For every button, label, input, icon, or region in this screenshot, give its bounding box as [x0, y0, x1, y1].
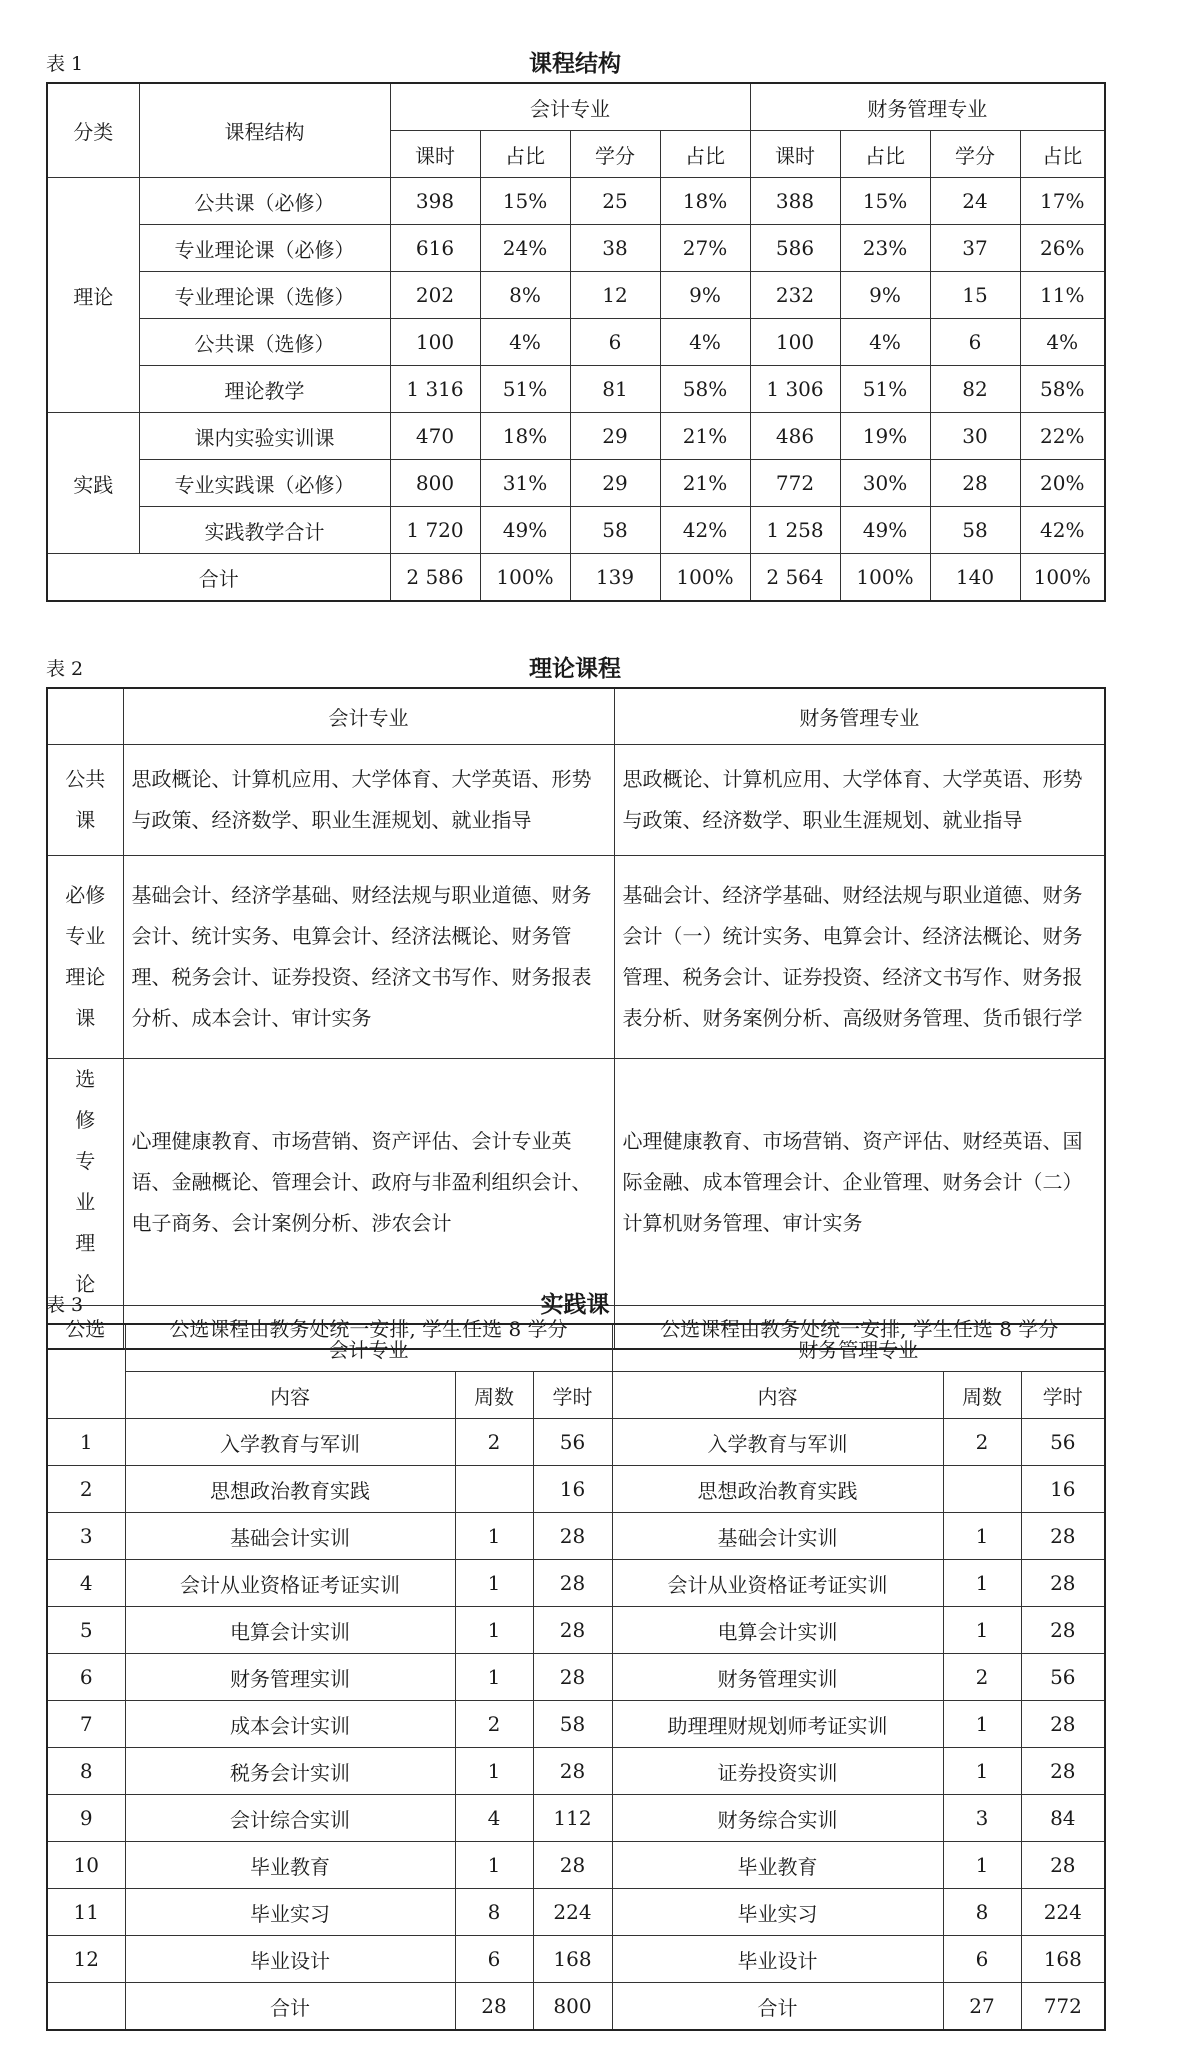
category-cell: 公共课	[47, 745, 123, 856]
value-cell: 20%	[1020, 460, 1105, 507]
accounting-hours: 28	[533, 1654, 612, 1701]
value-cell: 27%	[660, 225, 750, 272]
finance-weeks: 1	[943, 1513, 1021, 1560]
table2-header-accounting: 会计专业	[123, 688, 614, 745]
finance-content: 毕业教育	[612, 1842, 943, 1889]
category-cell: 理论	[47, 178, 139, 413]
value-cell: 11%	[1020, 272, 1105, 319]
table1-caption	[46, 42, 1104, 82]
value-cell: 29	[570, 460, 660, 507]
table3-title: 实践课	[540, 1292, 610, 1318]
table-row	[47, 1889, 1105, 1936]
row-number: 10	[47, 1842, 125, 1889]
table-row	[47, 1748, 1105, 1795]
value-cell: 800	[390, 460, 480, 507]
value-cell: 1 720	[390, 507, 480, 554]
finance-weeks: 1	[943, 1748, 1021, 1795]
practice-courses-table	[46, 1323, 1106, 2031]
accounting-weeks: 1	[455, 1513, 533, 1560]
table3-label: 表 3	[46, 1294, 84, 1316]
total-label: 合计	[125, 1983, 455, 2031]
total-value: 2 564	[750, 554, 840, 602]
table3-subheader-row	[47, 1372, 1105, 1419]
finance-weeks: 1	[943, 1607, 1021, 1654]
value-cell: 15%	[480, 178, 570, 225]
finance-content: 思想政治教育实践	[612, 1466, 943, 1513]
finance-weeks: 1	[943, 1701, 1021, 1748]
value-cell: 12	[570, 272, 660, 319]
finance-weeks: 2	[943, 1654, 1021, 1701]
table1-header-row	[47, 83, 1105, 131]
accounting-courses: 基础会计、经济学基础、财经法规与职业道德、财务会计、统计实务、电算会计、经济法概论、财务管理、税务会计、证券投资、经济文书写作、财务报表分析、成本会计、审计实务	[123, 856, 614, 1059]
table3-header-finance: 财务管理专业	[612, 1324, 1105, 1372]
accounting-weeks: 1	[455, 1842, 533, 1889]
finance-courses: 思政概论、计算机应用、大学体育、大学英语、形势与政策、经济数学、职业生涯规划、就业指导	[614, 745, 1105, 856]
table-row	[47, 366, 1105, 413]
finance-hours: 28	[1021, 1607, 1105, 1654]
finance-weeks: 1	[943, 1842, 1021, 1889]
value-cell: 30%	[840, 460, 930, 507]
value-cell: 25	[570, 178, 660, 225]
table2-header-row	[47, 688, 1105, 745]
table-row	[47, 460, 1105, 507]
value-cell: 100	[390, 319, 480, 366]
value-cell: 29	[570, 413, 660, 460]
column-header: 学分	[930, 131, 1020, 178]
value-cell: 49%	[480, 507, 570, 554]
value-cell: 486	[750, 413, 840, 460]
total-finance-weeks: 27	[943, 1983, 1021, 2031]
finance-hours: 28	[1021, 1701, 1105, 1748]
accounting-content: 财务管理实训	[125, 1654, 455, 1701]
row-number: 9	[47, 1795, 125, 1842]
value-cell: 232	[750, 272, 840, 319]
value-cell: 30	[930, 413, 1020, 460]
column-header: 学分	[570, 131, 660, 178]
column-header: 课时	[390, 131, 480, 178]
value-cell: 9%	[660, 272, 750, 319]
accounting-hours: 56	[533, 1419, 612, 1466]
accounting-hours: 28	[533, 1560, 612, 1607]
table2-row-elective	[47, 1059, 1105, 1306]
table2-caption	[46, 647, 1104, 687]
accounting-content: 毕业设计	[125, 1936, 455, 1983]
table1-label: 表 1	[46, 53, 84, 75]
table-row	[47, 1795, 1105, 1842]
table1-body	[47, 178, 1105, 554]
finance-hours: 56	[1021, 1654, 1105, 1701]
header-content: 内容	[612, 1372, 943, 1419]
header-weeks: 周数	[455, 1372, 533, 1419]
value-cell: 4%	[1020, 319, 1105, 366]
course-structure-name: 公共课（必修）	[139, 178, 390, 225]
total-finance-hours: 772	[1021, 1983, 1105, 2031]
row-number: 7	[47, 1701, 125, 1748]
accounting-courses: 公选课程由教务处统一安排, 学生任选 8 学分	[123, 1306, 614, 1350]
course-structure-name: 专业理论课（选修）	[139, 272, 390, 319]
table-row	[47, 1607, 1105, 1654]
course-structure-name: 实践教学合计	[139, 507, 390, 554]
finance-courses: 公选课程由教务处统一安排, 学生任选 8 学分	[614, 1306, 1105, 1350]
accounting-hours: 16	[533, 1466, 612, 1513]
value-cell: 58%	[660, 366, 750, 413]
accounting-weeks: 8	[455, 1889, 533, 1936]
finance-content: 入学教育与军训	[612, 1419, 943, 1466]
table1-total-row	[47, 554, 1105, 602]
value-cell: 21%	[660, 413, 750, 460]
accounting-hours: 28	[533, 1842, 612, 1889]
total-value: 100%	[840, 554, 930, 602]
accounting-content: 毕业实习	[125, 1889, 455, 1936]
finance-weeks: 8	[943, 1889, 1021, 1936]
finance-hours: 16	[1021, 1466, 1105, 1513]
value-cell: 42%	[660, 507, 750, 554]
total-blank	[47, 1983, 125, 2031]
value-cell: 6	[930, 319, 1020, 366]
table-row	[47, 319, 1105, 366]
theory-courses-table	[46, 687, 1106, 1350]
value-cell: 24%	[480, 225, 570, 272]
value-cell: 31%	[480, 460, 570, 507]
accounting-hours: 168	[533, 1936, 612, 1983]
column-header: 占比	[660, 131, 750, 178]
finance-content: 毕业设计	[612, 1936, 943, 1983]
finance-hours: 168	[1021, 1936, 1105, 1983]
table-row	[47, 225, 1105, 272]
finance-weeks: 2	[943, 1419, 1021, 1466]
column-header: 课时	[750, 131, 840, 178]
header-hours: 学时	[533, 1372, 612, 1419]
value-cell: 37	[930, 225, 1020, 272]
accounting-content: 成本会计实训	[125, 1701, 455, 1748]
table2-header-finance: 财务管理专业	[614, 688, 1105, 745]
accounting-weeks: 1	[455, 1560, 533, 1607]
accounting-content: 思想政治教育实践	[125, 1466, 455, 1513]
accounting-hours: 28	[533, 1513, 612, 1560]
course-structure-name: 公共课（选修）	[139, 319, 390, 366]
total-value: 139	[570, 554, 660, 602]
finance-content: 会计从业资格证考证实训	[612, 1560, 943, 1607]
value-cell: 21%	[660, 460, 750, 507]
value-cell: 58	[570, 507, 660, 554]
finance-courses: 基础会计、经济学基础、财经法规与职业道德、财务会计（一）统计实务、电算会计、经济法概论、财务管理、税务会计、证券投资、经济文书写作、财务报表分析、财务案例分析、高级财务管理、货币银行学	[614, 856, 1105, 1059]
row-number: 5	[47, 1607, 125, 1654]
table-row	[47, 1936, 1105, 1983]
value-cell: 58	[930, 507, 1020, 554]
value-cell: 9%	[840, 272, 930, 319]
value-cell: 26%	[1020, 225, 1105, 272]
value-cell: 15	[930, 272, 1020, 319]
finance-hours: 56	[1021, 1419, 1105, 1466]
value-cell: 17%	[1020, 178, 1105, 225]
value-cell: 18%	[480, 413, 570, 460]
table3-header-blank	[47, 1324, 125, 1419]
table2-block	[46, 647, 1104, 1350]
finance-hours: 28	[1021, 1513, 1105, 1560]
accounting-content: 会计综合实训	[125, 1795, 455, 1842]
value-cell: 1 316	[390, 366, 480, 413]
value-cell: 49%	[840, 507, 930, 554]
accounting-content: 基础会计实训	[125, 1513, 455, 1560]
table3-caption	[46, 1283, 1104, 1323]
course-structure-name: 课内实验实训课	[139, 413, 390, 460]
table2-row-required	[47, 856, 1105, 1059]
finance-hours: 84	[1021, 1795, 1105, 1842]
value-cell: 28	[930, 460, 1020, 507]
finance-hours: 28	[1021, 1748, 1105, 1795]
value-cell: 51%	[840, 366, 930, 413]
header-category: 分类	[47, 83, 139, 178]
value-cell: 4%	[480, 319, 570, 366]
row-number: 12	[47, 1936, 125, 1983]
finance-weeks: 6	[943, 1936, 1021, 1983]
finance-hours: 28	[1021, 1560, 1105, 1607]
accounting-content: 会计从业资格证考证实训	[125, 1560, 455, 1607]
table-row	[47, 507, 1105, 554]
value-cell: 22%	[1020, 413, 1105, 460]
table1-block	[46, 42, 1104, 602]
table2-header-blank	[47, 688, 123, 745]
finance-content: 助理理财规划师考证实训	[612, 1701, 943, 1748]
course-structure-name: 专业理论课（必修）	[139, 225, 390, 272]
category-cell: 必修专业理论课	[47, 856, 123, 1059]
course-structure-name: 理论教学	[139, 366, 390, 413]
value-cell: 24	[930, 178, 1020, 225]
value-cell: 470	[390, 413, 480, 460]
table-row	[47, 272, 1105, 319]
total-value: 140	[930, 554, 1020, 602]
value-cell: 772	[750, 460, 840, 507]
accounting-weeks: 4	[455, 1795, 533, 1842]
value-cell: 81	[570, 366, 660, 413]
finance-weeks	[943, 1466, 1021, 1513]
accounting-content: 税务会计实训	[125, 1748, 455, 1795]
finance-content: 基础会计实训	[612, 1513, 943, 1560]
accounting-weeks: 2	[455, 1419, 533, 1466]
value-cell: 19%	[840, 413, 930, 460]
value-cell: 616	[390, 225, 480, 272]
table2-label: 表 2	[46, 658, 84, 680]
category-cell: 选修专业理论	[47, 1059, 123, 1306]
accounting-hours: 112	[533, 1795, 612, 1842]
value-cell: 15%	[840, 178, 930, 225]
header-content: 内容	[125, 1372, 455, 1419]
table1-title: 课程结构	[529, 51, 621, 77]
row-number: 11	[47, 1889, 125, 1936]
row-number: 1	[47, 1419, 125, 1466]
total-accounting-hours: 800	[533, 1983, 612, 2031]
table-row	[47, 413, 1105, 460]
value-cell: 82	[930, 366, 1020, 413]
category-cell: 实践	[47, 413, 139, 554]
value-cell: 42%	[1020, 507, 1105, 554]
accounting-content: 电算会计实训	[125, 1607, 455, 1654]
table-row	[47, 1560, 1105, 1607]
value-cell: 4%	[660, 319, 750, 366]
table-row	[47, 1701, 1105, 1748]
total-label: 合计	[612, 1983, 943, 2031]
total-label: 合计	[47, 554, 390, 602]
accounting-weeks: 1	[455, 1748, 533, 1795]
finance-content: 证券投资实训	[612, 1748, 943, 1795]
row-number: 6	[47, 1654, 125, 1701]
table-row	[47, 1466, 1105, 1513]
table2-row-public	[47, 745, 1105, 856]
value-cell: 1 258	[750, 507, 840, 554]
value-cell: 1 306	[750, 366, 840, 413]
header-finance: 财务管理专业	[750, 83, 1105, 131]
value-cell: 8%	[480, 272, 570, 319]
accounting-weeks: 1	[455, 1607, 533, 1654]
accounting-content: 入学教育与军训	[125, 1419, 455, 1466]
column-header: 占比	[480, 131, 570, 178]
header-hours: 学时	[1021, 1372, 1105, 1419]
table3-header-row	[47, 1324, 1105, 1372]
table-row	[47, 1513, 1105, 1560]
finance-courses: 心理健康教育、市场营销、资产评估、财经英语、国际金融、成本管理会计、企业管理、财务会计（二）计算机财务管理、审计实务	[614, 1059, 1105, 1306]
table-row	[47, 1654, 1105, 1701]
table3-header-accounting: 会计专业	[125, 1324, 612, 1372]
accounting-weeks: 6	[455, 1936, 533, 1983]
row-number: 2	[47, 1466, 125, 1513]
finance-hours: 224	[1021, 1889, 1105, 1936]
value-cell: 58%	[1020, 366, 1105, 413]
accounting-courses: 心理健康教育、市场营销、资产评估、会计专业英语、金融概论、管理会计、政府与非盈利组织会计、电子商务、会计案例分析、涉农会计	[123, 1059, 614, 1306]
total-value: 100%	[1020, 554, 1105, 602]
header-accounting: 会计专业	[390, 83, 750, 131]
value-cell: 100	[750, 319, 840, 366]
column-header: 占比	[1020, 131, 1105, 178]
finance-weeks: 1	[943, 1560, 1021, 1607]
total-value: 2 586	[390, 554, 480, 602]
table3-total-row	[47, 1983, 1105, 2031]
finance-content: 电算会计实训	[612, 1607, 943, 1654]
table2-title: 理论课程	[529, 656, 621, 682]
value-cell: 586	[750, 225, 840, 272]
finance-weeks: 3	[943, 1795, 1021, 1842]
category-cell: 公选	[47, 1306, 123, 1350]
total-accounting-weeks: 28	[455, 1983, 533, 2031]
value-cell: 18%	[660, 178, 750, 225]
accounting-weeks: 2	[455, 1701, 533, 1748]
accounting-hours: 28	[533, 1607, 612, 1654]
header-weeks: 周数	[943, 1372, 1021, 1419]
course-structure-table	[46, 82, 1106, 602]
header-structure: 课程结构	[139, 83, 390, 178]
total-value: 100%	[480, 554, 570, 602]
course-structure-name: 专业实践课（必修）	[139, 460, 390, 507]
value-cell: 388	[750, 178, 840, 225]
value-cell: 38	[570, 225, 660, 272]
finance-hours: 28	[1021, 1842, 1105, 1889]
value-cell: 4%	[840, 319, 930, 366]
accounting-weeks: 1	[455, 1654, 533, 1701]
value-cell: 51%	[480, 366, 570, 413]
table-row	[47, 178, 1105, 225]
finance-content: 毕业实习	[612, 1889, 943, 1936]
value-cell: 202	[390, 272, 480, 319]
accounting-courses: 思政概论、计算机应用、大学体育、大学英语、形势与政策、经济数学、职业生涯规划、就业指导	[123, 745, 614, 856]
accounting-hours: 224	[533, 1889, 612, 1936]
row-number: 4	[47, 1560, 125, 1607]
accounting-content: 毕业教育	[125, 1842, 455, 1889]
value-cell: 6	[570, 319, 660, 366]
accounting-weeks	[455, 1466, 533, 1513]
accounting-hours: 28	[533, 1748, 612, 1795]
value-cell: 398	[390, 178, 480, 225]
value-cell: 23%	[840, 225, 930, 272]
total-value: 100%	[660, 554, 750, 602]
accounting-hours: 58	[533, 1701, 612, 1748]
table3-block	[46, 1283, 1104, 2031]
table-row	[47, 1842, 1105, 1889]
row-number: 8	[47, 1748, 125, 1795]
table3-body	[47, 1419, 1105, 1983]
table-row	[47, 1419, 1105, 1466]
row-number: 3	[47, 1513, 125, 1560]
finance-content: 财务管理实训	[612, 1654, 943, 1701]
column-header: 占比	[840, 131, 930, 178]
finance-content: 财务综合实训	[612, 1795, 943, 1842]
